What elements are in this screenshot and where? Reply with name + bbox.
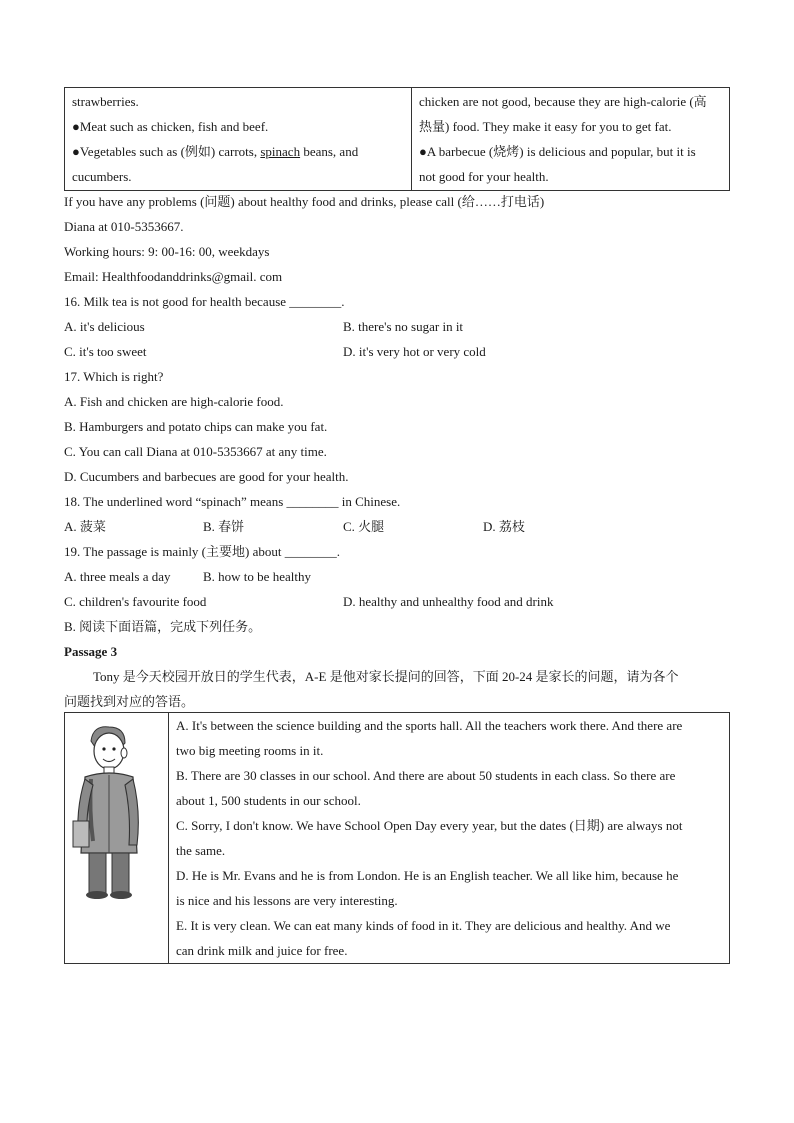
option-18a: A. 菠菜: [64, 519, 106, 534]
answers-cell: [169, 713, 730, 964]
option-16a: A. it's delicious: [64, 319, 145, 334]
option-19d: D. healthy and unhealthy food and drink: [343, 594, 554, 609]
table-line: strawberries.: [72, 94, 139, 109]
working-hours: Working hours: 9: 00-16: 00, weekdays: [64, 244, 270, 259]
option-16b: B. there's no sugar in it: [343, 319, 464, 334]
question-17: 17. Which is right?: [64, 369, 164, 384]
answer-d: D. He is Mr. Evans and he is from London. He is an English teacher. We all like him, because he is nice and his lessons are very interesting.: [176, 868, 679, 908]
table-line: ●Vegetables such as (例如) carrots, spinach beans, and: [72, 144, 359, 159]
section-b-instruction: B. 阅读下面语篇，完成下列任务。: [64, 619, 262, 634]
passage-intro: Tony 是今天校园开放日的学生代表，A-E 是他对家长提问的回答，下面 20-24 是家长的问题，请为各个: [93, 669, 679, 684]
answer-b: B. There are 30 classes in our school. And there are about 50 students in each class. So there are about 1, 500 students in our school.: [176, 768, 676, 808]
tony-illustration-cell: [65, 713, 169, 964]
option-18b: B. 春饼: [203, 519, 245, 534]
passage-intro-continued: 问题找到对应的答语。: [64, 694, 195, 709]
option-19b: B. how to be healthy: [203, 569, 311, 584]
option-16c: C. it's too sweet: [64, 344, 147, 359]
answer-a: A. It's between the science building and the sports hall. All the teachers work there. And there are two big meeting rooms in it.: [176, 718, 683, 758]
table-line: cucumbers.: [72, 169, 132, 184]
table-line: ●A barbecue (烧烤) is delicious and popular, but it is: [419, 144, 696, 159]
option-18d: D. 荔枝: [483, 519, 525, 534]
contact-line: If you have any problems (问题) about healthy food and drinks, please call (给……打电话): [64, 194, 545, 209]
question-19: 19. The passage is mainly (主要地) about ________.: [64, 544, 340, 559]
tony-boy-illustration: [69, 721, 143, 901]
table-line: not good for your health.: [419, 169, 549, 184]
passage-title: Passage 3: [64, 644, 118, 659]
table-line: chicken are not good, because they are high-calorie (高: [419, 94, 707, 109]
option-19a: A. three meals a day: [64, 569, 171, 584]
option-18c: C. 火腿: [343, 519, 385, 534]
food-info-table: [64, 87, 730, 191]
option-19c: C. children's favourite food: [64, 594, 207, 609]
question-16: 16. Milk tea is not good for health because ________.: [64, 294, 345, 309]
option-17a: A. Fish and chicken are high-calorie food.: [64, 394, 284, 409]
underlined-word-spinach: spinach: [260, 144, 301, 159]
table-line: ●Meat such as chicken, fish and beef.: [72, 119, 269, 134]
question-18: 18. The underlined word “spinach” means ________ in Chinese.: [64, 494, 401, 509]
option-16d: D. it's very hot or very cold: [343, 344, 486, 359]
contact-phone: Diana at 010-5353667.: [64, 219, 184, 234]
answer-e: E. It is very clean. We can eat many kinds of food in it. They are delicious and healthy. And we can drink milk and juice for free.: [176, 918, 671, 958]
healthy-food-cell: [65, 88, 412, 191]
table-line: 热量) food. They make it easy for you to get fat.: [419, 119, 672, 134]
tony-answers-table: [64, 712, 730, 964]
option-17d: D. Cucumbers and barbecues are good for your health.: [64, 469, 349, 484]
answer-c: C. Sorry, I don't know. We have School Open Day every year, but the dates (日期) are always not the same.: [176, 818, 683, 858]
email-line: Email: Healthfoodanddrinks@gmail. com: [64, 269, 283, 284]
option-17b: B. Hamburgers and potato chips can make you fat.: [64, 419, 328, 434]
unhealthy-food-cell: [412, 88, 730, 191]
option-17c: C. You can call Diana at 010-5353667 at any time.: [64, 444, 327, 459]
